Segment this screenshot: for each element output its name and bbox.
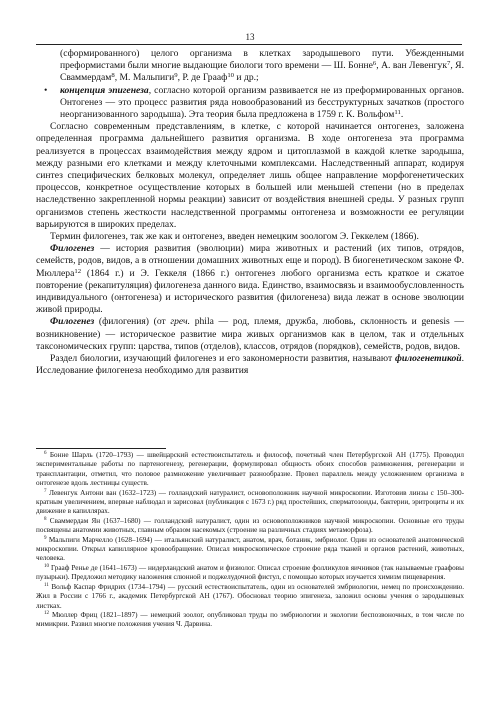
footnote-ref-10: 10 <box>227 72 235 80</box>
footnote-text: Бонне Шарль (1720–1793) — швейцарский естествоиспытатель и философ, почетный член Петербургской АН (1775). Проводил экспериментальные работы по партеногенезу, регенерации, формулировал общность обоих способов размножения, регенерации и трансплантации, отметил, что половое размножение увеличивает разнообразие. Провел параллель между усложнением организма в онтогенезе вдоль лестницы существ. <box>36 451 465 488</box>
footnote-separator <box>36 448 166 449</box>
footnote <box>36 451 464 489</box>
main-text <box>36 48 464 377</box>
bullet-2-text-a: , согласно которой организм развивается не из преформированных органов. Онтогенез — это процесс развития ряда новообразований из бесструктурных зачатков (простого неорганизованного зародыша). Эта теория была предложена в 1759 г. К. Вольфом <box>60 84 464 121</box>
bullet-1-text-e: , Р. де Грааф <box>177 72 228 84</box>
paragraph-phylogenetics <box>36 353 464 377</box>
header-rule <box>36 44 462 45</box>
bullet-icon: • <box>44 84 48 96</box>
footnotes <box>36 451 464 630</box>
bullet-1-text-c: , Я. Сваммердам <box>60 60 464 84</box>
para-4-text-a: (филогения) (от <box>94 316 171 328</box>
footnote-text: Вольф Каспар Фридрих (1734–1794) — русский естествоиспытатель, один из основателей эмбриологии, немец по происхождению. Жил в России с 1766 г., академик Петербургской АН (1767). Обосновал теорию эпигенеза, заложил основы учения о зародышевых листках. <box>36 582 465 610</box>
bullet-2-text-b: . <box>400 109 404 121</box>
term-phylogenesis: Филогенез <box>50 243 95 255</box>
paragraph-phylogenesis-etymology <box>36 316 464 353</box>
footnote-ref-11: 11 <box>394 109 401 117</box>
footnote-text: Сваммердам Ян (1637–1680) — голландский натуралист, один из основоположников научной микроскопии. Основные его труды посвящены анатомии животных, главным образом насекомых (строение на различных стадиях метаморфоза). <box>36 516 465 535</box>
footnote-text: Грааф Ренье де (1641–1673) — нидерландский анатом и физиолог. Описал строение фолликулов яичников (так называемые граафовы пузырьки). Предложил методику наложения слюнной и поджелудочной фистул, с помощью которых изучается химизм пищеварения. <box>36 563 464 582</box>
footnote-ref-8: 8 <box>111 72 115 80</box>
para-3-text-b: (1864 г.) и Э. Геккеля (1866 г.) онтогенез любого организма есть краткое и сжатое повторение (рекапитуляция) филогенеза данного вида. Единство, взаимосвязь и взаимообусловленность индивидуального (онтогенеза) и исторического развития (филогенеза) вида лежат в основе эволюции живой природы. <box>36 267 464 316</box>
para-4-text-b: phila — род, племя, дружба, любовь, склонность и genesis — возникновение) — историческое развитие мира живых организмов как в целом, так и отдельных таксономических групп: царства, типов (отделов), классов, отрядов (порядков), семейств, родов, видов. <box>36 316 464 352</box>
footnote-number: 6 <box>44 451 47 456</box>
footnote-number: 10 <box>44 563 50 569</box>
footnote-ref-9: 9 <box>174 72 178 80</box>
footnote-text: Мюллер Фриц (1821–1897) — немецкий зоолог, опубликовал труды по эмбриологии и экологии беспозвоночных, в том числе по мимикрии. Развил многие положения учения Ч. Дарвина. <box>36 610 464 629</box>
footnote <box>36 564 464 583</box>
footnote <box>36 611 464 630</box>
footnote-number: 7 <box>44 488 47 494</box>
bullet-1-continuation <box>36 48 464 85</box>
greek-abbrev: греч. <box>170 316 191 328</box>
footnote <box>36 489 464 517</box>
page-number: 13 <box>245 32 255 42</box>
footnote-text: Мальпиги Марчелло (1628–1694) — итальянский натуралист, анатом, врач, ботаник, эмбриолог. Один из основателей анатомической микроскопии. Открыл капиллярное кровообращение. Описал микроскопическое строение ряда тканей и органов растений, животных, человека. <box>36 535 464 563</box>
footnote-number: 11 <box>44 582 49 588</box>
para-5-text-a: Раздел биологии, изучающий филогенез и его закономерности развития, называют <box>50 353 395 365</box>
bullet-1-text-f: и др.; <box>234 72 259 84</box>
footnote-number: 12 <box>44 610 50 616</box>
bullet-1-text-d: , М. Мальпиги <box>114 72 175 84</box>
footnote-ref-7: 7 <box>447 60 451 68</box>
term-phylogenesis-2: Филогенез <box>50 316 95 328</box>
para-5-text-b: . Исследование филогенеза необходимо для развития <box>36 353 464 377</box>
footnote <box>36 536 464 564</box>
footnote-ref-6: 6 <box>372 60 377 68</box>
paragraph-ontogenesis-program: Согласно современным представлениям, в клетке, с которой начинается онтогенез, заложена определенная программа дальнейшего развития организма. В ходе онтогенеза эта программа реализуется в процессах взаимодействия между ядром и цитоплазмой в каждой клетке зародыша, между разными его клетками и между клеточными комплексами. Наследственный аппарат, кодируя синтез специфических белковых молекул, определяет лишь общее направление морфогенетических процессов, конкретное осуществление которых в большей или меньшей степени (но в пределах наследственно закрепленной нормы реакции) зависит от воздействия внешней среды. У разных групп организмов степень жесткости наследственной программы онтогенеза и возможности ее регуляции варьируются в широких пределах. <box>36 121 464 230</box>
bullet-1-text-b: , А. ван Левенгук <box>376 60 447 72</box>
paragraph-term-origin: Термин филогенез, так же как и онтогенез, введен немецким зоологом Э. Геккелем (1866). <box>50 231 419 243</box>
term-epigenesis: концепция эпигенеза <box>60 84 149 96</box>
footnote-number: 9 <box>44 535 47 541</box>
paragraph-phylogenesis-definition <box>36 243 464 316</box>
footnote <box>36 517 464 536</box>
para-3-text-a: — история развития (эволюции) мира животных и растений (их типов, отрядов, семейств, родов, видов, а в отношении домашних животных еще и пород). В биогенетическом законе Ф. Мюллера <box>36 243 464 279</box>
term-phylogenetics: филогенетикой <box>394 353 462 365</box>
bullet-epigenesis <box>36 85 464 122</box>
footnote <box>36 583 464 611</box>
footnote-number: 8 <box>44 516 47 522</box>
footnote-ref-12: 12 <box>74 267 82 275</box>
bullet-1-text-a: (сформированного) целого организма в клетках зародышевого пути. Убежденными преформистами были многие выдающие биологи того времени — Ш. Бонне <box>60 48 464 72</box>
footnote-text: Левенгук Антони ван (1632–1723) — голландский натуралист, основоположник научной микроскопии. Изготовив линзы с 150–300-кратным увеличением, впервые наблюдал и зарисовал (публикация с 1673 г.) ряд простейших, сперматозоиды, бактерии, эритроциты и их движение в капиллярах. <box>36 488 465 516</box>
